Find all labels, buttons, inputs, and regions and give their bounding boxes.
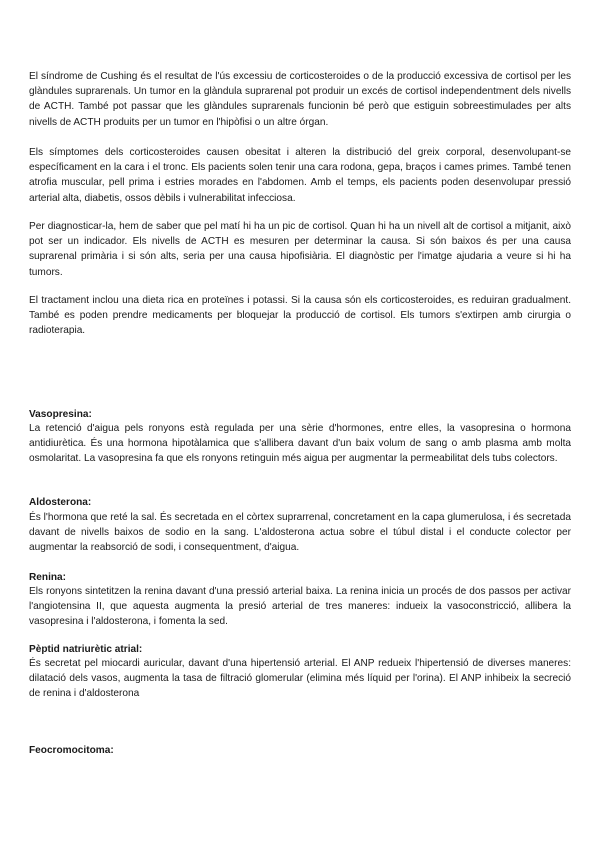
section-body-peptid: És secretat pel miocardi auricular, davant d'una hipertensió arterial. El ANP redueix l'hipertensió de diverses maneres: dilatació dels vasos, augmenta la tasa de filtració glomerular (elimina més líquid per l'orina). El ANP inhibeix la secreció de renina i d'aldosterona: [29, 658, 571, 700]
intro-paragraph-treatment: El tractament inclou una dieta rica en proteïnes i potassi. Si la causa són els corticosteroides, es reduiran gradualment. També es poden prendre medicaments per bloquejar la producció de cortisol. Els tumors s'extirpen amb cirurgia o radioterapia.: [29, 295, 571, 337]
section-body-aldosterona: És l'hormona que reté la sal. És secretada en el còrtex suprarrenal, concretament en la capa glumerulosa, i és secretada davant de nivells baixos de sodio en la sang. L'aldosterona actua sobre el túbul distal i el conducte colector per augmentar la reabsorció de sodi, i consequentment, d'aigua.: [29, 512, 571, 554]
section-body-vasopresina: La retenció d'aigua pels ronyons està regulada per una sèrie d'hormones, entre elles, la vasopresina o hormona antidiurètica. És una hormona hipotàlamica que s'allibera davant d'un baix volum de sang o amb plasma amb molta osmolaritat. La vasopresina fa que els ronyons retinguin més aigua per augmentar la permeabilitat dels tubs colectors.: [29, 423, 571, 465]
intro-paragraph-diagnosis: Per diagnosticar-la, hem de saber que pel matí hi ha un pic de cortisol. Quan hi ha un nivell alt de cortisol a mitjanit, això pot ser un indicador. Els nivells de ACTH es mesuren per determinar la causa. Si són baixos és per una causa suprarenal primària i si són alts, seria per una causa hipofisiària. El diagnòstic per l'imatge ajudaria a veure si hi ha tumors.: [29, 221, 571, 278]
section-heading-vasopresina: Vasopresina:: [29, 409, 92, 420]
intro-paragraph-symptoms: Els símptomes dels corticosteroides causen obesitat i alteren la distribució del greix corporal, desenvolupant-se específicament en la cara i el tronc. Els pacients solen tenir una cara rodona, gepa, braços i cames primes. També tenen atrofia muscular, pell prima i estries morades en l'abdomen. Amb el temps, els pacients poden desenvolupar pressió arterial alta, diabetis, ossos dèbils i vulnerabilitat infecciosa.: [29, 147, 571, 204]
section-body-renina: Els ronyons sintetitzen la renina davant d'una pressió arterial baixa. La renina inicia un procés de dos passos per activar l'angiotensina II, que aquesta augmenta la presió arterial de tres maneres: indueix la vasoconstricció, allibera la vasopresina i l'aldosterona, i fomenta la sed.: [29, 586, 571, 628]
section-heading-renina: Renina:: [29, 572, 67, 583]
section-heading-peptid: Pèptid natriurètic atrial:: [29, 644, 143, 655]
section-heading-aldosterona: Aldosterona:: [29, 497, 92, 508]
section-heading-feocromocitoma: Feocromocitoma:: [29, 745, 114, 756]
intro-paragraph-cushing: El síndrome de Cushing és el resultat de l'ús excessiu de corticosteroides o de la producció excessiva de cortisol per les glàndules suprarenals. Un tumor en la glàndula suprarenal pot produir un excés de cortisol independentment dels nivells de ACTH. També pot passar que les glàndules suprarenals funcionin bé però que estiguin sobreestimulades per alts nivells de ACTH produits per un tumor en l'hipòfisi o un altre órgan.: [29, 71, 571, 128]
